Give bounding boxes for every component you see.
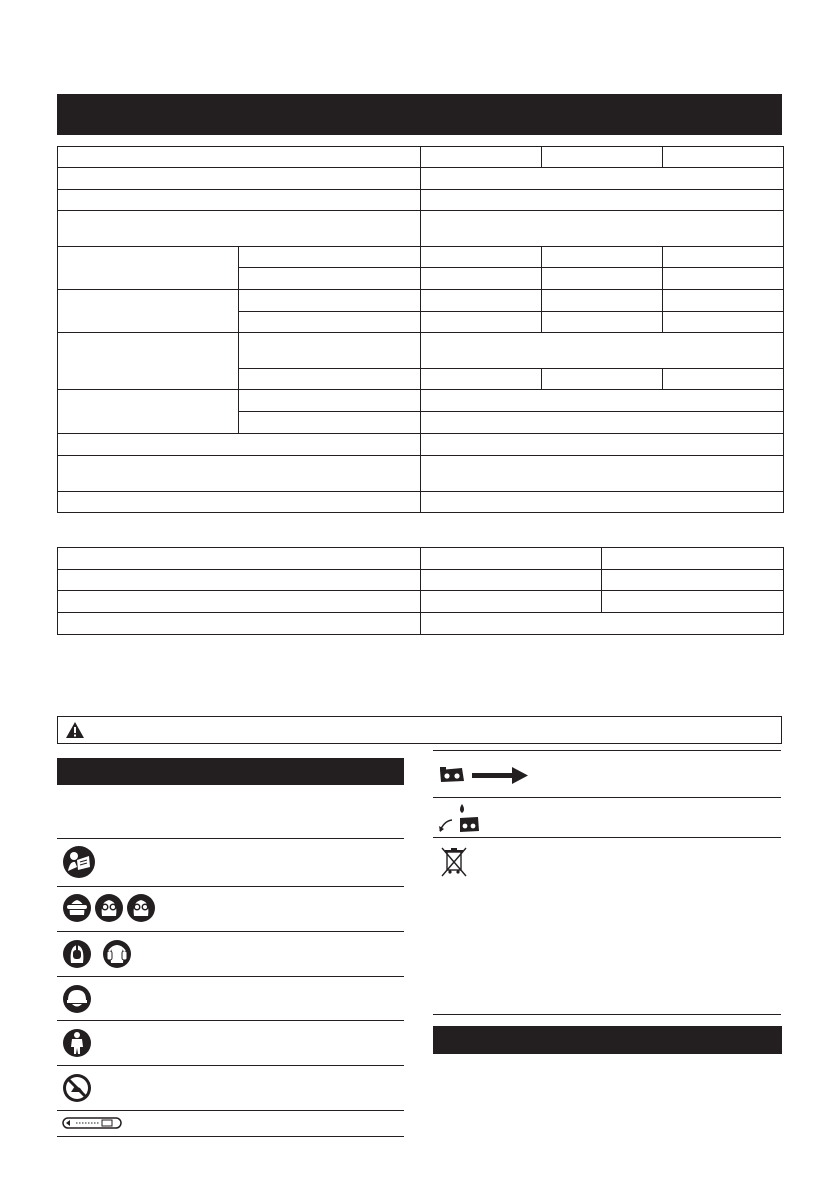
divider: [57, 976, 404, 977]
table-row: [58, 492, 784, 513]
table-row: [58, 333, 784, 369]
table-row: [58, 190, 784, 211]
intended-use-section-header: [433, 1026, 782, 1054]
table-row: [58, 591, 784, 613]
table-row: [58, 613, 784, 635]
secondary-specifications-table: [57, 547, 784, 635]
table-row: [58, 290, 784, 312]
table-row: [58, 434, 784, 456]
table-row: [58, 390, 784, 412]
specifications-table: [57, 146, 784, 513]
no-one-hand-operation-icon: [62, 1073, 92, 1103]
chain-bar-icon: [62, 1116, 122, 1130]
section-title: [57, 94, 782, 118]
divider: [433, 797, 781, 798]
helmet-icon: [62, 984, 92, 1014]
divider: [57, 838, 404, 839]
divider: [57, 1136, 404, 1137]
chain-direction-icon: [438, 764, 530, 786]
protective-clothing-icon: [62, 1028, 92, 1058]
chain-oil-icon: [438, 802, 484, 834]
divider: [433, 837, 781, 838]
table-row: [58, 168, 784, 190]
table-row: [58, 456, 784, 492]
safety-goggles-icon: [94, 893, 124, 923]
warning-box: [57, 716, 782, 744]
ear-protection-side-icon: [62, 939, 92, 969]
read-manual-icon: [62, 845, 96, 879]
table-row: [58, 247, 784, 268]
table-row: [58, 548, 784, 570]
section-title-bar: [57, 94, 782, 135]
divider: [57, 886, 404, 887]
table-row: [58, 570, 784, 591]
divider: [57, 1065, 404, 1066]
table-row: [58, 147, 784, 168]
warning-triangle-icon: [65, 721, 85, 739]
ear-protection-front-icon: [102, 939, 132, 969]
divider: [433, 750, 781, 751]
symbols-section-header: [57, 758, 404, 785]
face-shield-icon: [62, 893, 92, 923]
divider: [57, 1020, 404, 1021]
eye-protection-icon: [126, 893, 156, 923]
table-row: [58, 211, 784, 247]
divider: [57, 1110, 404, 1111]
weee-crossed-bin-icon: [440, 846, 468, 878]
divider: [57, 931, 404, 932]
divider: [433, 1014, 781, 1015]
